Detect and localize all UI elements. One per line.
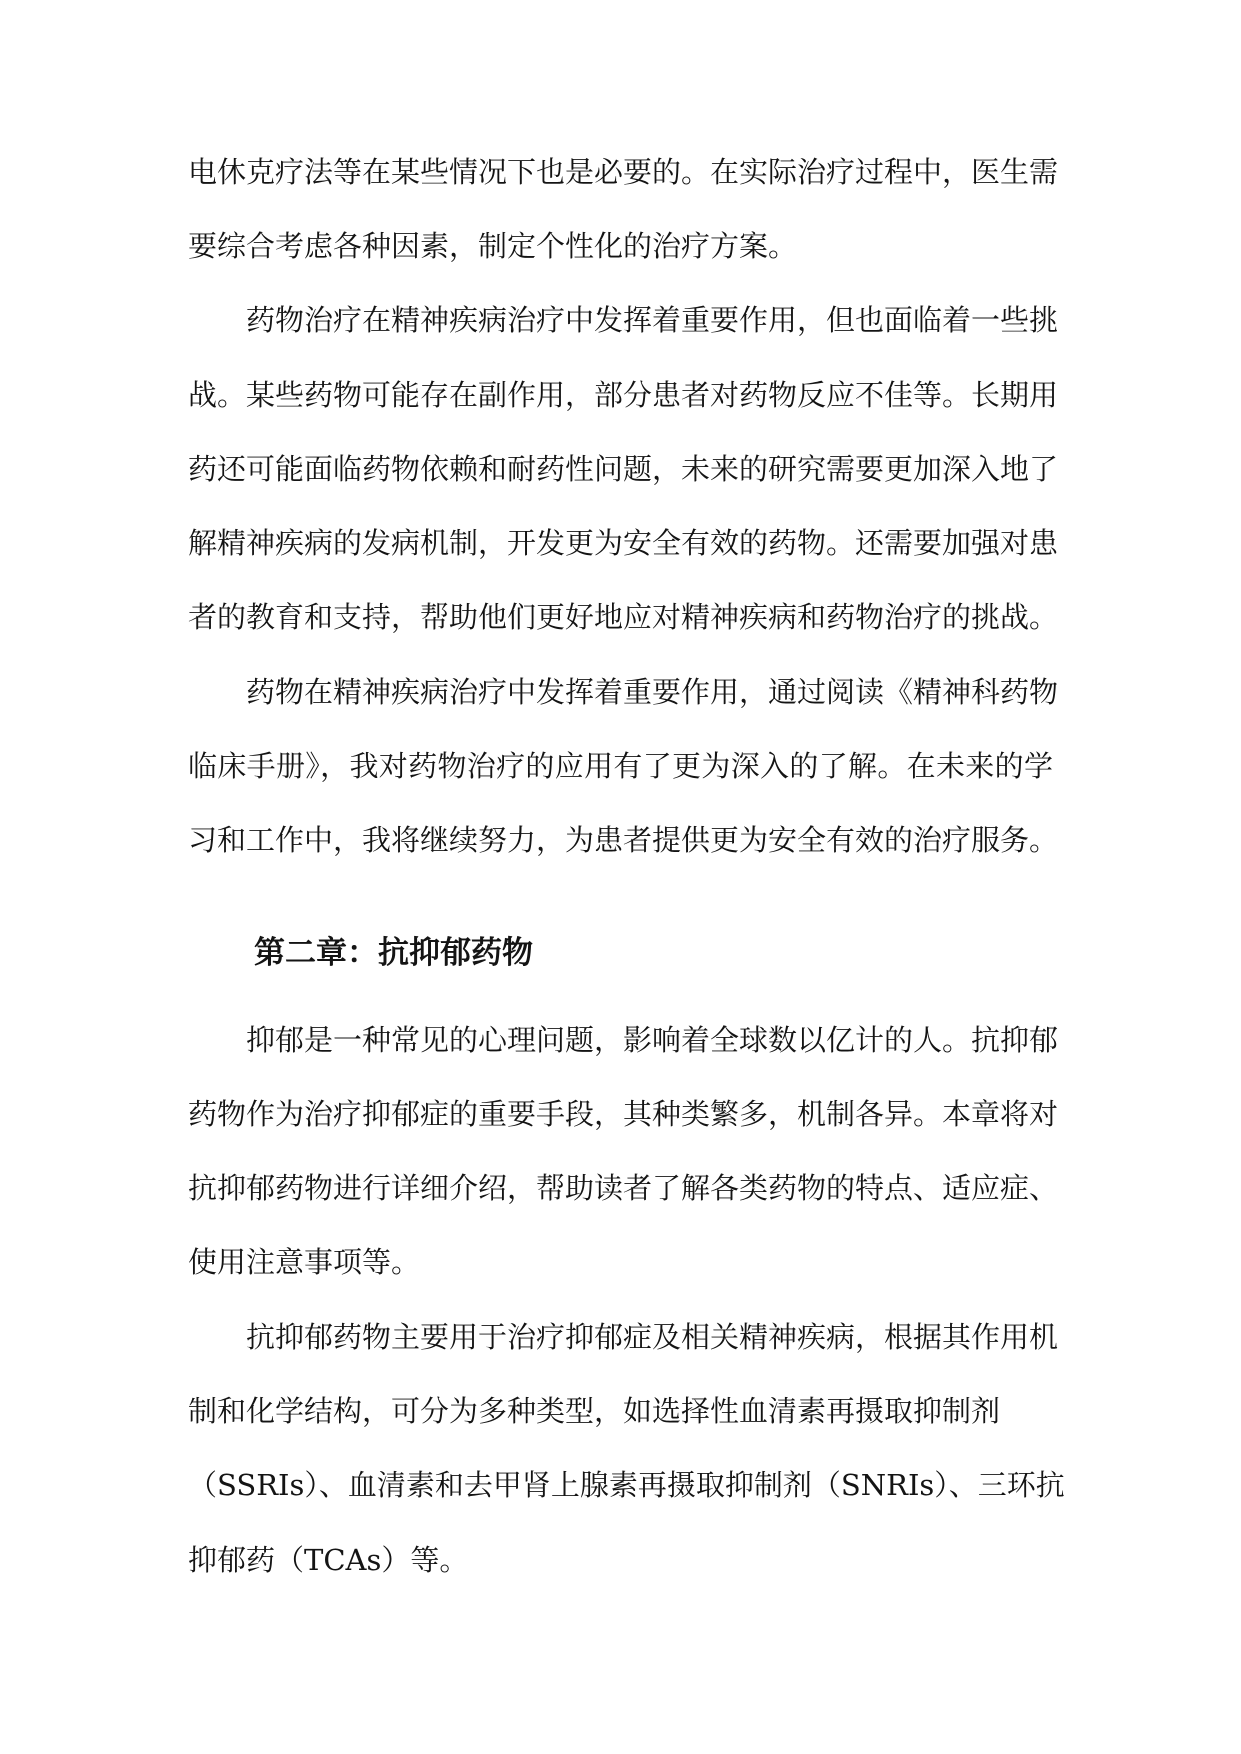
paragraph-line: 药物在精神疾病治疗中发挥着重要作用，通过阅读《精神科药物 [246,675,1059,709]
paragraph-line: （SSRIs）、血清素和去甲肾上腺素再摄取抑制剂（SNRIs）、三环抗 [188,1468,1065,1502]
paragraph-line: 者的教育和支持，帮助他们更好地应对精神疾病和药物治疗的挑战。 [188,600,1059,634]
paragraph-line: 抑郁药（TCAs）等。 [188,1543,469,1577]
paragraph-line: 战。某些药物可能存在副作用，部分患者对药物反应不佳等。长期用 [188,378,1059,412]
paragraph-line: 电休克疗法等在某些情况下也是必要的。在实际治疗过程中，医生需 [188,155,1059,189]
paragraph-line: 使用注意事项等。 [188,1245,421,1279]
paragraph-line: 解精神疾病的发病机制，开发更为安全有效的药物。还需要加强对患 [188,526,1059,560]
chapter-heading: 第二章：抗抑郁药物 [254,935,533,971]
paragraph-line: 临床手册》，我对药物治疗的应用有了更为深入的了解。在未来的学 [188,749,1053,783]
paragraph-line: 抗抑郁药物主要用于治疗抑郁症及相关精神疾病，根据其作用机 [246,1320,1059,1354]
paragraph-line: 药还可能面临药物依赖和耐药性问题，未来的研究需要更加深入地了 [188,452,1059,486]
paragraph-line: 抗抑郁药物进行详细介绍，帮助读者了解各类药物的特点、适应症、 [188,1171,1059,1205]
paragraph-line: 药物治疗在精神疾病治疗中发挥着重要作用，但也面临着一些挑 [246,303,1059,337]
paragraph-line: 习和工作中，我将继续努力，为患者提供更为安全有效的治疗服务。 [188,823,1059,857]
paragraph-line: 要综合考虑各种因素，制定个性化的治疗方案。 [188,229,798,263]
paragraph-line: 药物作为治疗抑郁症的重要手段，其种类繁多，机制各异。本章将对 [188,1097,1059,1131]
paragraph-line: 制和化学结构，可分为多种类型，如选择性血清素再摄取抑制剂 [188,1394,1001,1428]
paragraph-line: 抑郁是一种常见的心理问题，影响着全球数以亿计的人。抗抑郁 [246,1023,1059,1057]
